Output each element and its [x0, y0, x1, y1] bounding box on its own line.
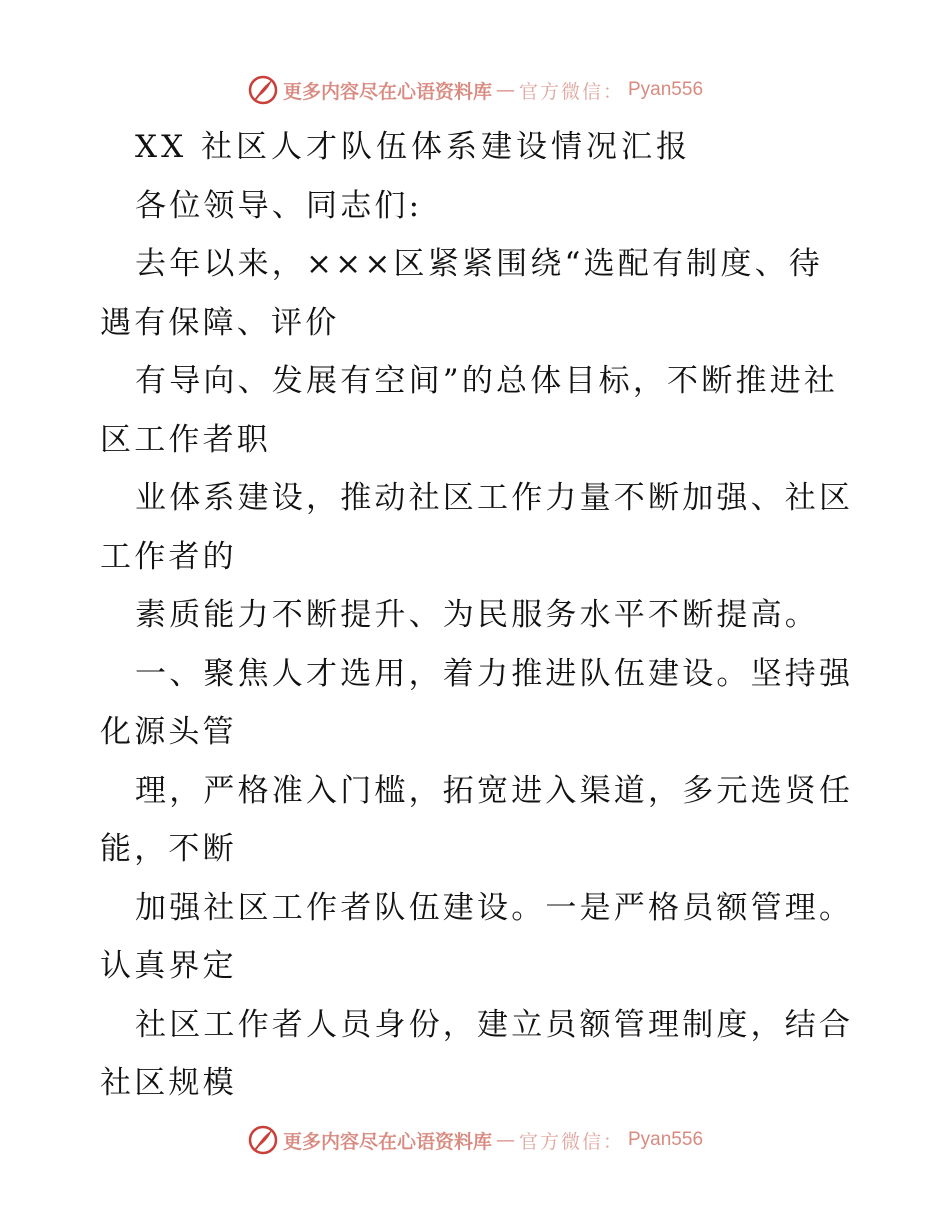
watermark-wechat-id: Pyan556 [628, 1129, 704, 1150]
watermark-official-label: 官方微信： [518, 80, 624, 103]
watermark-dash: — [495, 1129, 515, 1151]
document-body [100, 118, 852, 1113]
watermark-header [0, 70, 950, 110]
paragraph-line: 社区规模 [100, 1065, 237, 1101]
paragraph-line: 去年以来，×××区紧紧围绕“选配有制度、待 [135, 246, 823, 282]
paragraph-line: 遇有保障、评价 [100, 304, 340, 341]
paragraph-line: 理，严格准入门槛，拓宽进入渠道，多元选贤任 [135, 772, 854, 809]
watermark-site-text: 更多内容尽在心语资料库 [282, 1130, 492, 1153]
watermark-official-label: 官方微信： [518, 1130, 624, 1153]
document-title: XX 社区人才队伍体系建设情况汇报 [135, 129, 691, 165]
section-heading-line: 一、聚焦人才选用，着力推进队伍建设。坚持强 [135, 655, 854, 692]
paragraph-line: 有导向、发展有空间”的总体目标，不断推进社 [135, 363, 839, 399]
paragraph-line: 加强社区工作者队伍建设。一是严格员额管理。 [135, 889, 854, 926]
paragraph-line: 区工作者职 [100, 421, 271, 458]
watermark-site-text: 更多内容尽在心语资料库 [282, 80, 492, 103]
watermark-dash: — [495, 79, 515, 101]
paragraph-line: 业体系建设，推动社区工作力量不断加强、社区 [135, 480, 854, 516]
quill-logo-icon [247, 74, 279, 106]
paragraph-line: 工作者的 [100, 538, 237, 575]
paragraph-line: 认真界定 [100, 948, 237, 984]
quill-logo-icon [247, 1124, 279, 1156]
paragraph-line: 化源头管 [100, 714, 237, 750]
watermark-footer [0, 1120, 950, 1160]
salutation: 各位领导、同志们: [135, 187, 423, 224]
watermark-wechat-id: Pyan556 [628, 79, 704, 100]
paragraph-line: 社区工作者人员身份，建立员额管理制度，结合 [135, 1006, 854, 1043]
paragraph-line: 素质能力不断提升、为民服务水平不断提高。 [135, 597, 819, 633]
paragraph-line: 能，不断 [100, 831, 237, 867]
